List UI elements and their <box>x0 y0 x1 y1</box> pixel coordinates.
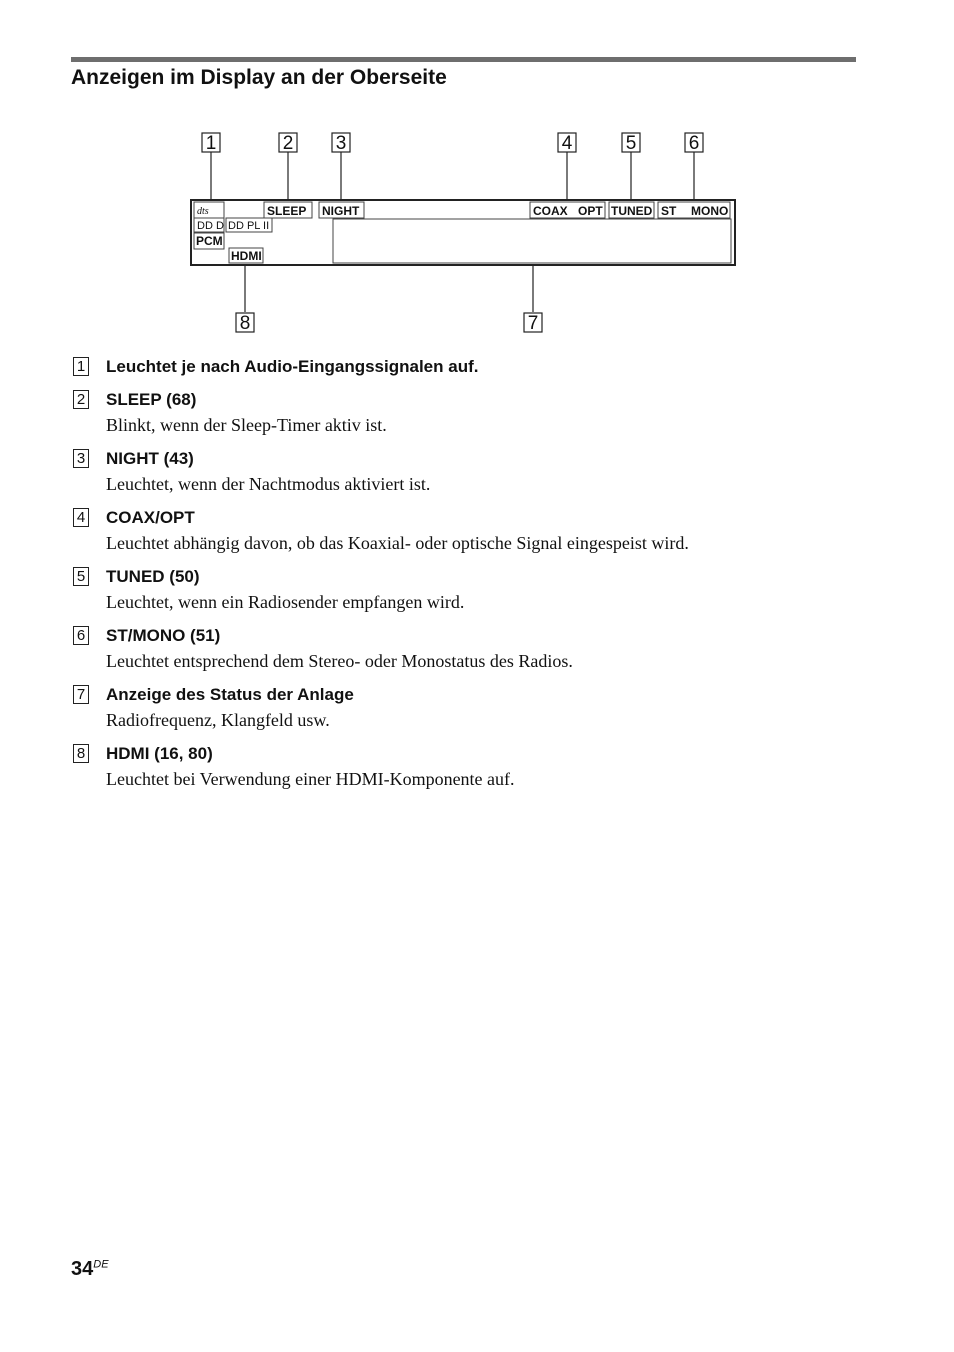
callout-7 <box>524 313 542 334</box>
list-item <box>71 565 871 615</box>
item-description: Leuchtet, wenn ein Radiosender empfangen wird. <box>106 592 465 612</box>
page-number <box>71 1258 109 1281</box>
list-item <box>71 388 871 438</box>
list-item <box>71 742 871 792</box>
callout-num: 8 <box>239 313 251 334</box>
item-description: Radiofrequenz, Klangfeld usw. <box>106 710 330 730</box>
item-description: Leuchtet bei Verwendung einer HDMI-Komponente auf. <box>106 769 515 789</box>
item-number: 8 <box>73 744 89 763</box>
item-title: ST/MONO (51) <box>106 626 221 645</box>
item-title: Leuchtet je nach Audio-Eingangssignalen auf. <box>106 357 479 376</box>
list-item <box>71 624 871 674</box>
pcm-label: PCM <box>196 234 223 248</box>
opt-label: OPT <box>578 204 603 218</box>
sleep-label: SLEEP <box>267 204 307 218</box>
front-panel-display-diagram <box>0 0 954 345</box>
item-title: TUNED (50) <box>106 567 200 586</box>
callout-3 <box>332 133 350 154</box>
callout-num: 2 <box>282 133 294 154</box>
callout-num: 6 <box>688 133 700 154</box>
item-number: 4 <box>73 508 89 527</box>
item-description: Blinkt, wenn der Sleep-Timer aktiv ist. <box>106 415 387 435</box>
item-number: 7 <box>73 685 89 704</box>
callout-num: 3 <box>335 133 347 154</box>
mono-label: MONO <box>691 204 729 218</box>
page-number-value: 34 <box>71 1258 94 1280</box>
prologic-label: DD PL II <box>228 220 270 232</box>
indicator-list <box>71 355 871 801</box>
item-description: Leuchtet entsprechend dem Stereo- oder Monostatus des Radios. <box>106 651 573 671</box>
callout-num: 5 <box>625 133 637 154</box>
item-title: HDMI (16, 80) <box>106 744 213 763</box>
dolby-digital-label: DD D <box>197 220 224 232</box>
callout-num: 7 <box>527 313 539 334</box>
callout-1 <box>202 133 220 154</box>
item-number: 6 <box>73 626 89 645</box>
item-description: Leuchtet, wenn der Nachtmodus aktiviert ist. <box>106 474 431 494</box>
item-title: SLEEP (68) <box>106 390 197 409</box>
item-description: Leuchtet abhängig davon, ob das Koaxial- oder optische Signal eingespeist wird. <box>106 533 689 553</box>
item-title: NIGHT (43) <box>106 449 194 468</box>
item-number: 3 <box>73 449 89 468</box>
item-title: COAX/OPT <box>106 508 195 527</box>
callout-num: 1 <box>205 133 217 154</box>
section-title: Anzeigen im Display an der Oberseite <box>71 66 447 89</box>
callout-2 <box>279 133 297 154</box>
item-number: 2 <box>73 390 89 409</box>
dts-label: dts <box>197 206 209 217</box>
item-number: 1 <box>73 357 89 376</box>
hdmi-label: HDMI <box>231 249 262 263</box>
list-item <box>71 683 871 733</box>
callout-4 <box>558 133 576 154</box>
list-item <box>71 447 871 497</box>
callout-num: 4 <box>561 133 573 154</box>
st-label: ST <box>661 204 677 218</box>
list-item <box>71 355 871 379</box>
item-title: Anzeige des Status der Anlage <box>106 685 354 704</box>
night-label: NIGHT <box>322 204 360 218</box>
tuned-label: TUNED <box>611 204 653 218</box>
item-number: 5 <box>73 567 89 586</box>
list-item <box>71 506 871 556</box>
callout-5 <box>622 133 640 154</box>
coax-label: COAX <box>533 204 568 218</box>
language-suffix: DE <box>93 1258 109 1271</box>
callout-8 <box>236 313 254 334</box>
callout-6 <box>685 133 703 154</box>
